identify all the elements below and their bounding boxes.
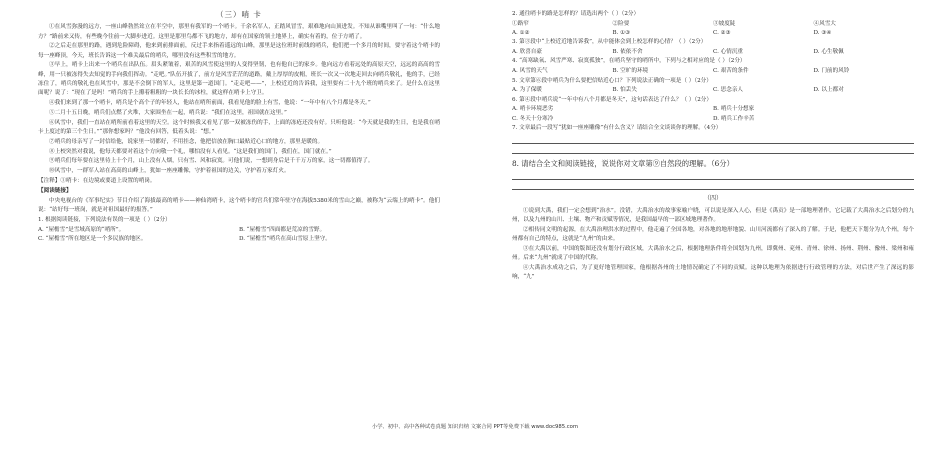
option: ②险要 bbox=[612, 20, 630, 27]
answer-line[interactable] bbox=[512, 136, 914, 144]
option: B. 怕丢失 bbox=[612, 87, 637, 94]
question-3: 3. 第③段中“上校近近地告诉我”，从中能体会到上校怎样的心情？（ ）（2分） bbox=[512, 39, 707, 46]
option: ①路窄 bbox=[512, 20, 529, 27]
question-7: 7. 文章最后一段写“犹如一座座雕像”有什么含义？请结合全文谈谈你的理解。（4分） bbox=[512, 125, 722, 132]
paragraph: ②之后走在那里的路，遇到危险障碍，他来到前排面前，反过手来指着遥远的山峰，那里是这位班时前线的哨兵，他们把一个多月的时间，要守着这个哨卡的每一座峰顶，今天，班长告诉这一个难关最后的哨兵，哪里没有这些积雪的地方。 bbox=[38, 43, 440, 59]
option: A. 欣喜自豪 bbox=[512, 49, 542, 56]
reading-link-text: 中央电视台的《军事纪实》节目介绍了海拔最高的哨卡——神仙湾哨卡，这个哨卡的官兵们常年驻守在海拔5380米的雪山之巅，被称为“云端上的哨卡”。他们说：“站好每一班岗，就是对祖国最好的报答。” bbox=[38, 197, 440, 213]
paragraph: ③在大禹以前，中国的版图还没有划分行政区域，大禹治水之后，根据地理条件将全国划为九州，即冀州、兖州、青州、徐州、扬州、荆州、豫州、梁州和雍州。后来“九州”就成了中国的代称。 bbox=[512, 245, 914, 262]
left-column bbox=[38, 10, 440, 430]
option: D. 门前的风铃 bbox=[813, 68, 850, 75]
option: B. 依依不舍 bbox=[612, 49, 643, 56]
footer-watermark: 小学、初中、高中各种试卷真题 知识归纳 文案合同 PPT等免费下载 www.doc985.com bbox=[371, 424, 579, 430]
option: D. ③④ bbox=[813, 30, 832, 37]
question-1-options bbox=[38, 226, 440, 245]
question-2: 2. 通往哨卡的路是怎样的？请选出两个（ ）（2分） bbox=[512, 11, 640, 17]
paragraph: ①在风雪弥漫的远方，一座山峰勃然耸立在半空中，那里有我军的一个哨卡。千余名军人，正踏风冒雪，艰难地向山顶进发。不知从谁嘴里叫了一句：“什么地方？”路前来又传，有些晚今往前一大脚步进近。这里是那里鸟都不飞的地方，却有在国家的领土地界上，确实有着的，位于方哨了。 bbox=[38, 24, 440, 40]
question-5: 5. 文章第⑥段中哨兵为什么要把信贴近心口？下列说法正确的一项是（ ）（2分） bbox=[512, 77, 712, 84]
option: ③坡度陡 bbox=[713, 20, 736, 27]
right-column bbox=[512, 10, 914, 440]
paragraph: ⑧上校突然对我说，他每天都要对着这个方向敬一个礼，哪怕没有人看见。“这是我们的国门，我们在，国门就在。” bbox=[49, 148, 332, 155]
paragraph: ③早上，哨卡上出来一个哨兵在出队伍。眉头紧皱着，艰苦的风雪使这里的人变得坚韧，也有他自已的家乡。他向远方看着远处的高原天空，远远的高高的雪峰，用一只被冻得失去知觉的手向我们挥动。“走吧。”队伍开拔了，前方是风雪茫茫的道路，戴上厚厚的皮帽，班长一次又一次地走回去向哨兵敬礼，他的手，已经冻住了，哨兵的敬礼也在风雪中，那是不会倒下的军人，这里是第一道国门。“走走吧——”，上校近近的告诉我，这里要有二十九个班的哨兵来了。是什么在这里面呢？说了：“现在了是吗！”哨兵的手上攥着粗粗的一块长长的冰柱，就这样在哨卡上守卫。 bbox=[38, 62, 440, 97]
option: D. 心生敬佩 bbox=[813, 49, 844, 56]
option: C. “屋檐雪”所在地区是一个多民族的地区。 bbox=[38, 235, 147, 242]
answer-line[interactable] bbox=[512, 146, 914, 154]
question-8: 8. 请结合全文和阅读链接，说说你对文章第⑨自然段的理解。（6分） bbox=[512, 159, 734, 169]
paragraph: ⑩风雪中，一群军人站在高高的山峰上，犹如一座座雕像，守护着祖国的边关，守护着万家灯火。 bbox=[49, 168, 290, 175]
article-title: （三）哨 卡 bbox=[216, 10, 262, 19]
option: D. 以上都对 bbox=[813, 87, 844, 94]
question-5-options bbox=[512, 86, 914, 95]
answer-line[interactable] bbox=[512, 182, 914, 190]
option: C. 思念亲人 bbox=[713, 87, 744, 94]
option: B. ①③ bbox=[612, 30, 631, 37]
paragraph: ⑨哨兵们每年要在这里待上十个月，山上没有人烟，只有雪、风和寂寞。可他们说，一想到身后是千千万万的家，这一切都值得了。 bbox=[49, 158, 374, 165]
option: C. ②③ bbox=[713, 30, 731, 37]
reading-link-title: 【阅读链接】 bbox=[38, 187, 72, 194]
paragraph: ⑥风雪中，我们一直站在哨所前看着这里的天空。这个时候我又看见了那一双被冻伤的手，上面的冻疮还没有好。只听他说：“今天就是我的生日，也是我在哨卡上度过的第三个生日。”“那你想家吗？”他没有回答，低着头说：“想。” bbox=[38, 119, 440, 136]
paragraph: ⑦哨兵的母亲写了一封信给他，说家里一切都好，不用挂念，他把信放在胸口最贴近心口的地方，那里是暖的。 bbox=[49, 138, 324, 145]
option: B. “屋檐雪”四面都是荒凉的雪野。 bbox=[239, 226, 326, 233]
paragraph: ④我们来到了那一个哨卡，哨兵是个高个子的年轻人，他站在哨所前面，我看见他的脸上有雪，他说：“一年中有八个月都是冬天。” bbox=[49, 100, 371, 107]
option: A. 为了保暖 bbox=[512, 87, 542, 94]
question-4-options bbox=[512, 67, 914, 76]
annotation-note: 【注释】①哨卡：在边境或要道上设置的哨岗。 bbox=[38, 178, 156, 185]
answer-line[interactable] bbox=[512, 172, 914, 180]
question-2-items bbox=[512, 20, 914, 29]
question-6-options bbox=[512, 105, 914, 124]
option: B. 空旷的环境 bbox=[612, 68, 649, 75]
option: D. “屋檐雪”哨兵在高山雪原上坚守。 bbox=[239, 235, 331, 242]
paragraph: ①说到大禹，我们一定会想到“治水”。没错，大禹治水的故事家喻户晓，可以说是深入人心，但是《禹贡》是一部地理著作，它记载了大禹治水之后划分的九州，以及九州的山川、土壤、物产和贡赋等情况，是我国最早的一部区域地理著作。 bbox=[512, 207, 914, 223]
question-1: 1. 根据阅读链接，下列说法有误的一项是（ ）（2分） bbox=[38, 216, 171, 223]
option: D. 哨兵工作辛苦 bbox=[713, 115, 755, 122]
option: A. 风雪的天气 bbox=[512, 68, 548, 75]
paragraph: ②相传同文明的起源，在大禹治理洪水的过程中，他走遍了全国各地，对各地的地形地貌、山川河流都有了深入的了解。于是，他把天下划分为九个州，每个州都有自己的特点，这就是“九州”的由来。 bbox=[512, 226, 914, 243]
paragraph: ④大禹治水成功之后，为了更好地管理国家，他根据各州的土地情况确定了不同的贡赋。这种以地理为依据进行行政管理的方法，对后世产生了深远的影响，“九” bbox=[512, 264, 914, 281]
question-3-options bbox=[512, 48, 914, 57]
option: A. 哨卡环境恶劣 bbox=[512, 106, 554, 113]
question-6: 6. 第④段中哨兵说“一年中有八个月都是冬天”，这句话表达了什么？（ ）（2分） bbox=[512, 96, 712, 103]
option: A. ①② bbox=[512, 30, 530, 37]
option: C. 艰苦的条件 bbox=[713, 68, 749, 75]
option: ④风雪大 bbox=[813, 20, 836, 27]
section-heading: （四） bbox=[703, 195, 722, 203]
option: C. 心情沉重 bbox=[713, 49, 744, 56]
option: A. “屋檐雪”是雪域高原的“哨所”。 bbox=[38, 226, 125, 233]
paragraph: ⑤二月十五日晚，哨兵们点燃了火堆，大家围坐在一起，哨兵说：“我们在这里，祖国就在这里。” bbox=[49, 109, 287, 116]
question-4: 4. “高寒缺氧、风雪严寒、寂寞孤独”，在哨兵坚守的哨所中，下列与之相对应的是（ ）（2分） bbox=[512, 58, 746, 65]
option: B. 哨兵十分想家 bbox=[713, 106, 755, 113]
question-2-options bbox=[512, 29, 914, 38]
option: C. 冬天十分寒冷 bbox=[512, 115, 554, 122]
